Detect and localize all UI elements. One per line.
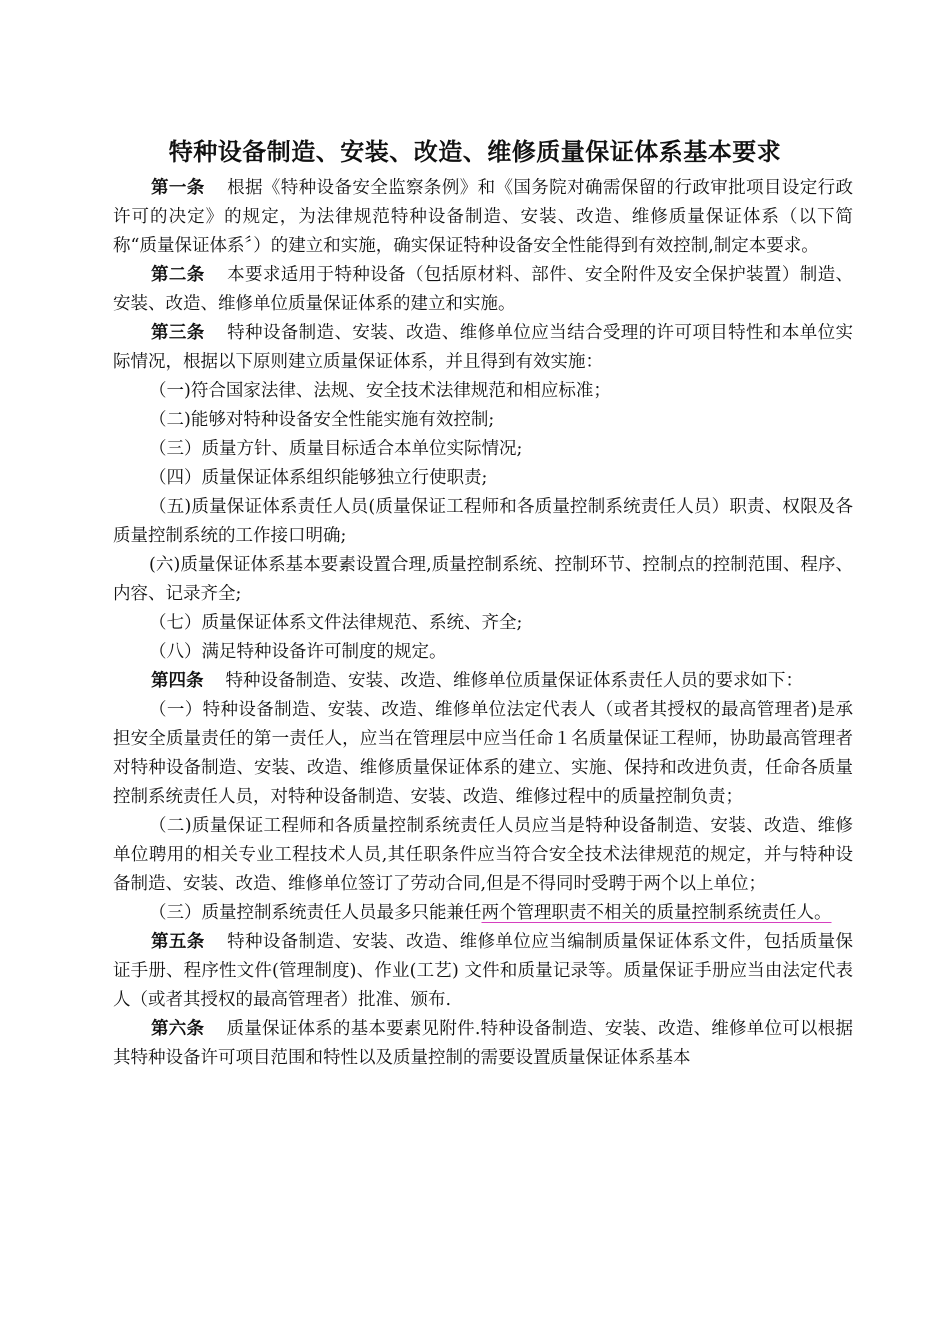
article-3-item: （二)能够对特种设备安全性能实施有效控制; (149, 410, 495, 430)
article-1-label: 第一条 (151, 178, 205, 198)
article-1-text: 根据《特种设备安全监察条例》和《国务院对确需保留的行政审批项目设定行政许可的决定》的规定，为法律规范特种设备制造、安装、改造、维修质量保证体系（以下简称“质量保证体系〞）的建立和实施，确实保证特种设备安全性能得到有效控制,制定本要求。 (113, 178, 854, 256)
article-3-item: （三）质量方针、质量目标适合本单位实际情况; (149, 439, 523, 459)
article-4-item-2: （二)质量保证工程师和各质量控制系统责任人员应当是特种设备制造、安装、改造、维修单位聘用的相关专业工程技术人员,其任职条件应当符合安全技术法律规范的规定，并与特种设备制造、安装、改造、维修单位签订了劳动合同,但是不得同时受聘于两个以上单位； (113, 816, 853, 894)
article-5-text: 特种设备制造、安装、改造、维修单位应当编制质量保证体系文件，包括质量保证手册、程序性文件(管理制度)、作业(工艺) 文件和质量记录等。质量保证手册应当由法定代表人（或者其授权的最高管理者）批准、颁布. (113, 932, 854, 1010)
article-3-item: （七）质量保证体系文件法律规范、系统、齐全; (149, 613, 523, 633)
article-3-text: 特种设备制造、安装、改造、维修单位应当结合受理的许可项目特性和本单位实际情况，根据以下原则建立质量保证体系，并且得到有效实施： (113, 323, 854, 372)
article-3-item: (六)质量保证体系基本要素设置合理,质量控制系统、控制环节、控制点的控制范围、程序、内容、记录齐全; (113, 555, 853, 604)
article-4-item-3 (113, 899, 853, 928)
article-6 (113, 1015, 853, 1073)
article-6-label: 第六条 (151, 1019, 205, 1039)
document-title: 特种设备制造、安装、改造、维修质量保证体系基本要求 (168, 138, 782, 166)
article-4 (113, 667, 853, 696)
article-3-item: （五)质量保证体系责任人员(质量保证工程师和各质量控制系统责任人员）职责、权限及各质量控制系统的工作接口明确; (113, 497, 853, 546)
document-body (113, 174, 853, 1073)
article-1 (113, 174, 853, 261)
article-4-label: 第四条 (151, 671, 204, 691)
article-3-label: 第三条 (151, 323, 205, 343)
article-5 (113, 928, 853, 1015)
article-4-item-3-text: （三）质量控制系统责任人员最多只能兼任 (149, 903, 482, 923)
tracked-change-underline: 两个管理职责不相关的质量控制系统责任人。 (481, 903, 832, 923)
article-2-text: 本要求适用于特种设备（包括原材料、部件、安全附件及安全保护装置）制造、安装、改造、维修单位质量保证体系的建立和实施。 (113, 265, 854, 314)
article-3-item: （四）质量保证体系组织能够独立行使职责; (149, 468, 488, 488)
article-3-item: （一)符合国家法律、法规、安全技术法律规范和相应标准； (149, 381, 611, 401)
article-4-text: 特种设备制造、安装、改造、维修单位质量保证体系责任人员的要求如下： (225, 671, 803, 691)
article-2 (113, 261, 853, 319)
article-4-item-1: （一）特种设备制造、安装、改造、维修单位法定代表人（或者其授权的最高管理者)是承担安全质量责任的第一责任人，应当在管理层中应当任命１名质量保证工程师，协助最高管理者对特种设备制造、安装、改造、维修质量保证体系的建立、实施、保持和改进负责，任命各质量控制系统责任人员，对特种设备制造、安装、改造、维修过程中的质量控制负责； (113, 700, 853, 807)
article-2-label: 第二条 (151, 265, 205, 285)
article-5-label: 第五条 (151, 932, 205, 952)
article-3-item: （八）满足特种设备许可制度的规定。 (149, 642, 447, 662)
article-3 (113, 319, 853, 377)
article-6-text: 质量保证体系的基本要素见附件.特种设备制造、安装、改造、维修单位可以根据其特种设备许可项目范围和特性以及质量控制的需要设置质量保证体系基本 (113, 1019, 854, 1068)
